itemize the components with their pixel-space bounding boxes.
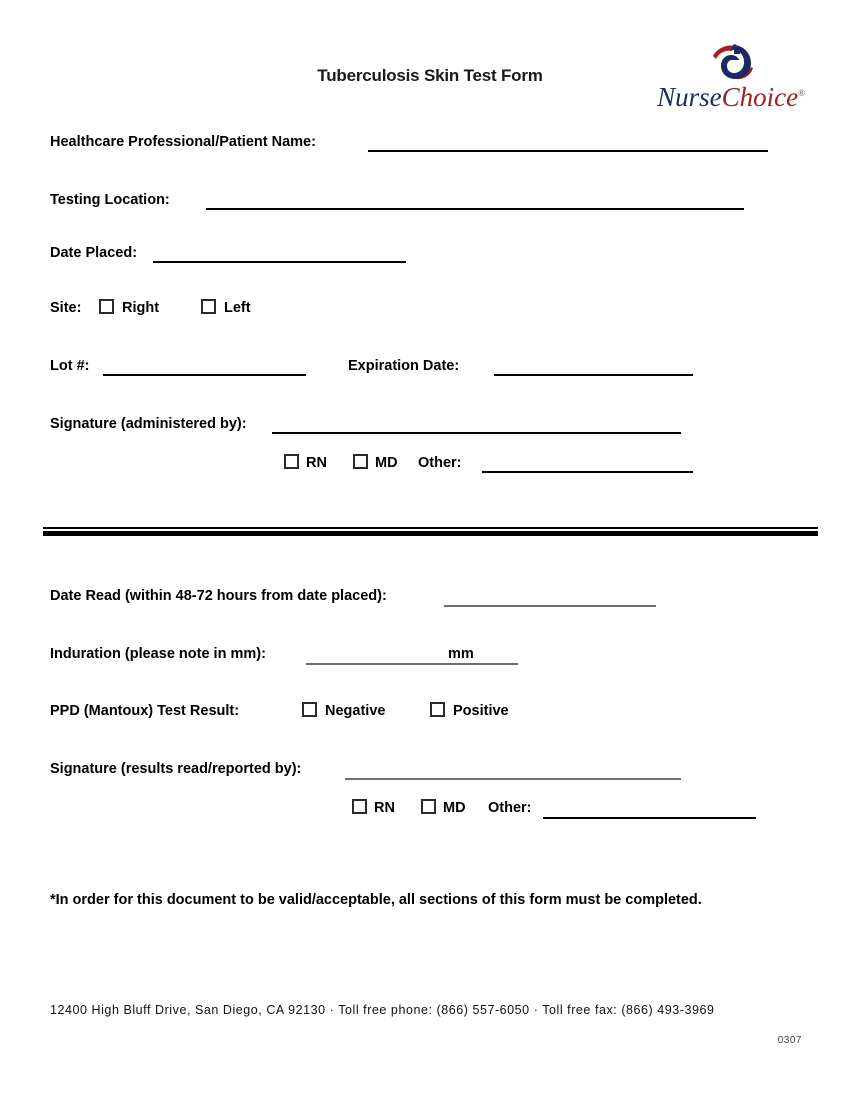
date-placed-label: Date Placed: [50,245,138,261]
validity-note: *In order for this document to be valid/acceptable, all sections of this form must be completed. [50,892,702,908]
row-site [0,298,850,322]
credential-md-checkbox-results[interactable] [421,799,436,814]
induration-unit-label: mm [448,646,474,662]
testing-location-input[interactable] [206,208,744,210]
nursechoice-logo [655,42,807,120]
page-title: Tuberculosis Skin Test Form [317,66,543,85]
induration-input[interactable] [306,663,518,665]
row-signature-administered [0,414,850,438]
logo-wordmark [655,78,807,112]
testing-location-label: Testing Location: [50,192,170,208]
document-code: 0307 [777,1035,802,1046]
form-header [0,0,850,125]
signature-administered-input[interactable] [272,432,681,434]
signature-administered-label: Signature (administered by): [50,416,247,432]
ppd-negative-label: Negative [325,703,386,719]
credential-other-label-results: Other: [488,800,532,816]
expiration-date-label: Expiration Date: [348,358,460,374]
divider-line-bottom [43,531,818,536]
nursechoice-swirl-icon [707,42,759,82]
site-right-checkbox[interactable] [99,299,114,314]
site-left-label: Left [224,300,251,316]
patient-name-label: Healthcare Professional/Patient Name: [50,134,316,150]
row-date-placed [0,243,850,267]
ppd-positive-checkbox[interactable] [430,702,445,717]
signature-results-input[interactable] [345,778,681,780]
signature-results-label: Signature (results read/reported by): [50,761,302,777]
logo-text-choice: Choice [721,82,799,112]
row-credentials-results [0,798,850,822]
credential-other-label-administered: Other: [418,455,462,471]
ppd-negative-checkbox[interactable] [302,702,317,717]
row-induration [0,644,850,668]
credential-rn-checkbox-results[interactable] [352,799,367,814]
row-testing-location [0,190,850,214]
induration-label: Induration (please note in mm): [50,646,266,662]
site-left-checkbox[interactable] [201,299,216,314]
date-placed-input[interactable] [153,261,406,263]
credential-md-checkbox-administered[interactable] [353,454,368,469]
site-right-label: Right [122,300,160,316]
credential-rn-checkbox-administered[interactable] [284,454,299,469]
credential-rn-label-results: RN [374,800,395,816]
site-label: Site: [50,300,82,316]
row-credentials-administered [0,453,850,477]
credential-md-label-results: MD [443,800,466,816]
row-lot-expiration [0,356,850,380]
company-address: 12400 High Bluff Drive, San Diego, CA 92130 · Toll free phone: (866) 557-6050 · Toll free fax: (866) 493-3969 [50,1003,715,1017]
ppd-result-label: PPD (Mantoux) Test Result: [50,703,240,719]
lot-number-label: Lot #: [50,358,90,374]
credential-other-input-administered[interactable] [482,471,693,473]
row-patient-name [0,132,850,156]
credential-md-label-administered: MD [375,455,398,471]
row-date-read [0,586,850,610]
date-read-label: Date Read (within 48-72 hours from date placed): [50,588,387,604]
logo-trademark: ® [798,88,805,98]
credential-rn-label-administered: RN [306,455,327,471]
logo-text-nurse: Nurse [657,82,722,112]
expiration-date-input[interactable] [494,374,693,376]
section-divider [43,527,818,536]
lot-number-input[interactable] [103,374,306,376]
ppd-positive-label: Positive [453,703,509,719]
credential-other-input-results[interactable] [543,817,756,819]
row-signature-results [0,759,850,783]
row-ppd-result [0,701,850,725]
date-read-input[interactable] [444,605,656,607]
patient-name-input[interactable] [368,150,768,152]
